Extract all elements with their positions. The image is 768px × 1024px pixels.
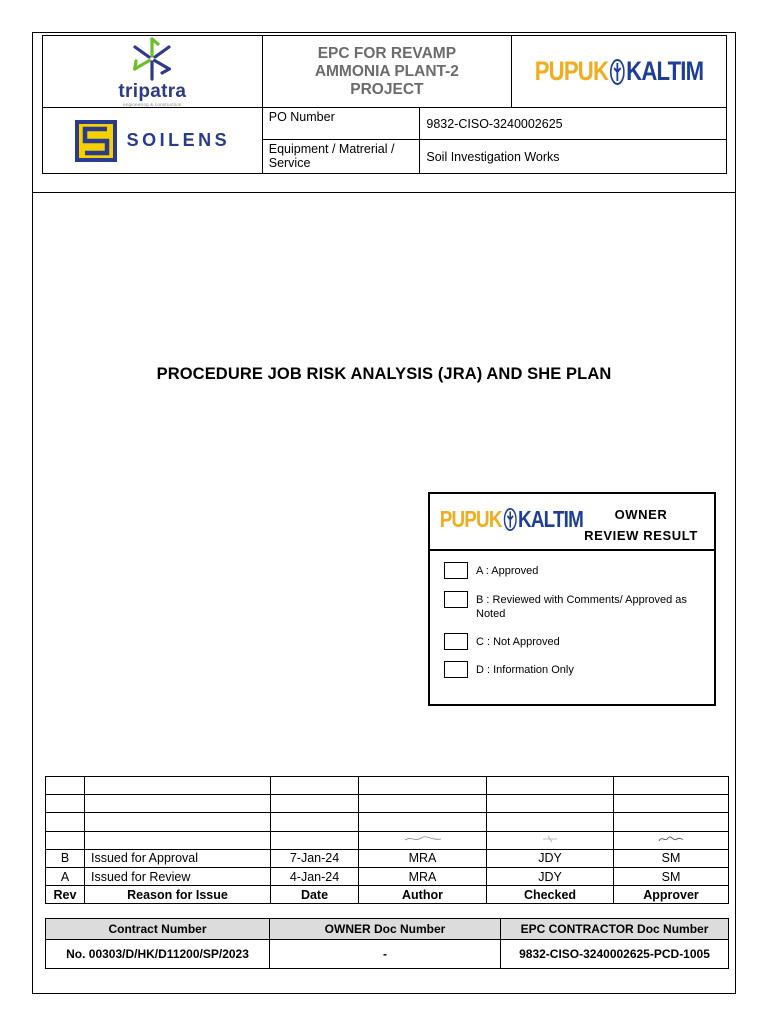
- revision-table: [45, 776, 729, 904]
- review-box-header: [430, 494, 714, 551]
- signature-row: [46, 831, 729, 849]
- table-row: [46, 813, 729, 831]
- project-title-line-3: PROJECT: [350, 80, 424, 98]
- approver-signature: [614, 831, 729, 849]
- project-title-line-2: AMMONIA PLANT-2: [314, 62, 459, 80]
- review-pupuk-kaltim-logo: PUPUK KALTIM: [439, 506, 583, 532]
- epc-contractor-doc-number: 9832-CISO-3240002625-PCD-1005: [501, 940, 729, 969]
- po-number-value: 9832-CISO-3240002625: [420, 108, 727, 140]
- pupuk-kaltim-emblem-icon: [503, 508, 516, 531]
- review-option-not-approved[interactable]: C : Not Approved: [444, 633, 686, 650]
- header-divider: [32, 192, 736, 193]
- revision-table-header: Rev Reason for Issue Date Author Checked Approver: [46, 886, 729, 904]
- owner-doc-number: -: [270, 940, 501, 969]
- table-row: [46, 795, 729, 813]
- soilens-emblem-icon: [75, 120, 117, 162]
- contract-number: No. 00303/D/HK/D11200/SP/2023: [46, 940, 270, 969]
- tripatra-pinwheel-icon: [129, 36, 175, 82]
- review-option-information-only[interactable]: D : Information Only: [444, 661, 686, 678]
- tripatra-tagline: engineering & construction: [123, 102, 182, 107]
- checkbox[interactable]: [444, 633, 468, 650]
- po-number-label: PO Number: [262, 108, 420, 140]
- equipment-value: Soil Investigation Works: [420, 140, 727, 174]
- author-signature-image: [403, 834, 443, 844]
- header-block: [42, 35, 727, 174]
- table-row: B Issued for Approval 7-Jan-24 MRA JDY SM: [46, 849, 729, 867]
- soilens-name: SOILENS: [126, 130, 231, 150]
- tripatra-logo-cell: [43, 36, 263, 108]
- checkbox[interactable]: [444, 591, 468, 608]
- review-option-approved[interactable]: A : Approved: [444, 562, 686, 579]
- table-row: A Issued for Review 4-Jan-24 MRA JDY SM: [46, 867, 729, 885]
- pupuk-kaltim-emblem-icon: [610, 59, 625, 85]
- soilens-logo: [43, 120, 262, 162]
- tripatra-logo: [43, 36, 262, 107]
- checkbox[interactable]: [444, 562, 468, 579]
- tripatra-name: tripatra: [118, 81, 187, 102]
- author-signature: [359, 831, 487, 849]
- pupuk-kaltim-logo: PUPUK KALTIM: [534, 56, 704, 86]
- owner-review-box: [428, 492, 716, 706]
- document-number-header: Contract Number OWNER Doc Number EPC CONTRACTOR Doc Number: [46, 919, 729, 940]
- document-title: PROCEDURE JOB RISK ANALYSIS (JRA) AND SHE PLAN: [156, 365, 612, 383]
- project-title: [262, 36, 511, 108]
- approver-signature-image: [657, 833, 685, 845]
- document-number-values: [46, 940, 729, 969]
- equipment-label: Equipment / Matrerial / Service: [262, 140, 420, 174]
- review-box-title: OWNER REVIEW RESULT: [584, 507, 698, 543]
- checkbox[interactable]: [444, 661, 468, 678]
- owner-logo-cell: [512, 36, 727, 108]
- checked-signature: [487, 831, 614, 849]
- soilens-logo-cell: [43, 108, 263, 174]
- checked-signature-image: [540, 834, 560, 844]
- project-title-line-1: EPC FOR REVAMP: [317, 44, 457, 62]
- document-number-table: [45, 918, 729, 969]
- table-row: [46, 777, 729, 795]
- review-option-approved-as-noted[interactable]: B : Reviewed with Comments/ Approved as Noted: [444, 591, 691, 621]
